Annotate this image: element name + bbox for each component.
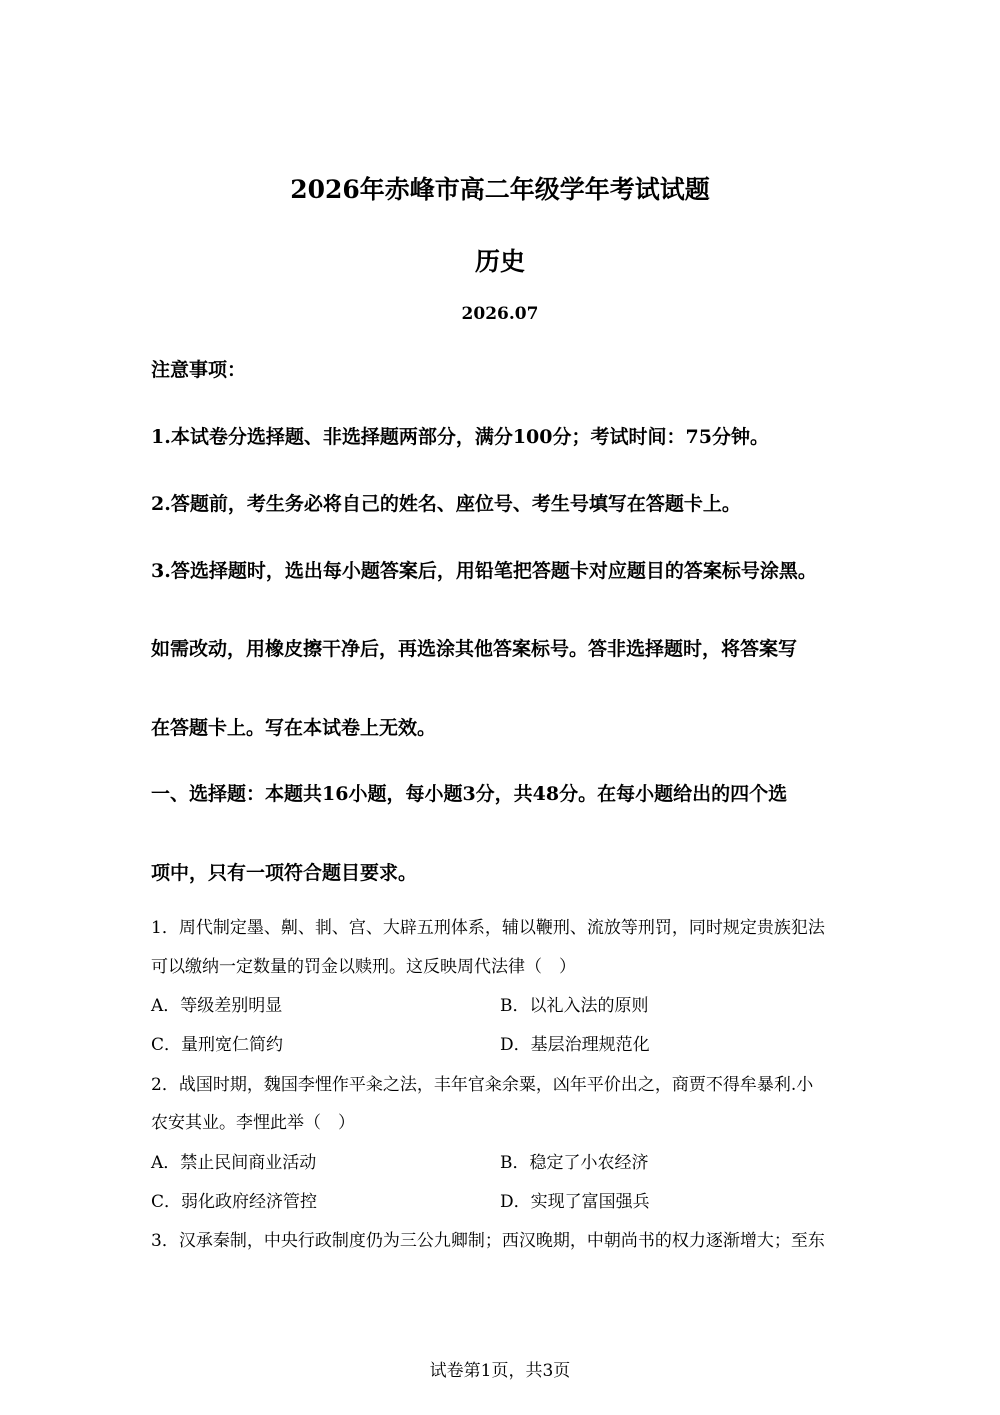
- question-2-option-b: B．稳定了小农经济: [500, 1153, 649, 1173]
- notes-item-2: 2.答题前，考生务必将自己的姓名、座位号、考生号填写在答题卡上。: [151, 493, 741, 515]
- question-1-option-b: B．以礼入法的原则: [500, 996, 649, 1016]
- question-3-line-1: 3．汉承秦制，中央行政制度仍为三公九卿制；西汉晚期，中朝尚书的权力逐渐增大；至东: [151, 1231, 825, 1251]
- question-1-option-a: A．等级差别明显: [151, 996, 283, 1016]
- notes-item-3-line-3: 在答题卡上。写在本试卷上无效。: [151, 717, 437, 739]
- question-1-option-d: D．基层治理规范化: [500, 1035, 650, 1055]
- notes-item-3-line-1: 3.答选择题时，选出每小题答案后，用铅笔把答题卡对应题目的答案标号涂黑。: [151, 560, 817, 582]
- question-2-option-c: C．弱化政府经济管控: [151, 1192, 318, 1212]
- question-2-option-d: D．实现了富国强兵: [500, 1192, 650, 1212]
- question-2-line-2: 农安其业。李悝此举（ ）: [151, 1113, 355, 1133]
- question-1-line-1: 1．周代制定墨、劓、剕、宫、大辟五刑体系，辅以鞭刑、流放等刑罚，同时规定贵族犯法: [151, 918, 825, 938]
- page-footer: 试卷第1页，共3页: [429, 1361, 571, 1381]
- question-2-line-1: 2．战国时期，魏国李悝作平籴之法，丰年官籴余粟，凶年平价出之，商贾不得牟暴利.小: [151, 1075, 814, 1095]
- section-heading-line-2: 项中，只有一项符合题目要求。: [151, 862, 418, 884]
- section-heading-line-1: 一、选择题：本题共16小题，每小题3分，共48分。在每小题给出的四个选: [151, 783, 788, 805]
- notes-item-1: 1.本试卷分选择题、非选择题两部分，满分100分；考试时间：75分钟。: [151, 426, 769, 448]
- exam-date: 2026.07: [461, 304, 539, 324]
- exam-title: 2026年赤峰市高二年级学年考试试题: [290, 175, 710, 204]
- notes-item-3-line-2: 如需改动，用橡皮擦干净后，再选涂其他答案标号。答非选择题时，将答案写: [151, 638, 798, 660]
- question-1-option-c: C．量刑宽仁简约: [151, 1035, 284, 1055]
- notes-heading: 注意事项：: [151, 359, 247, 381]
- question-1-line-2: 可以缴纳一定数量的罚金以赎刑。这反映周代法律（ ）: [151, 957, 576, 977]
- subject-title: 历史: [474, 247, 525, 276]
- question-2-option-a: A．禁止民间商业活动: [151, 1153, 317, 1173]
